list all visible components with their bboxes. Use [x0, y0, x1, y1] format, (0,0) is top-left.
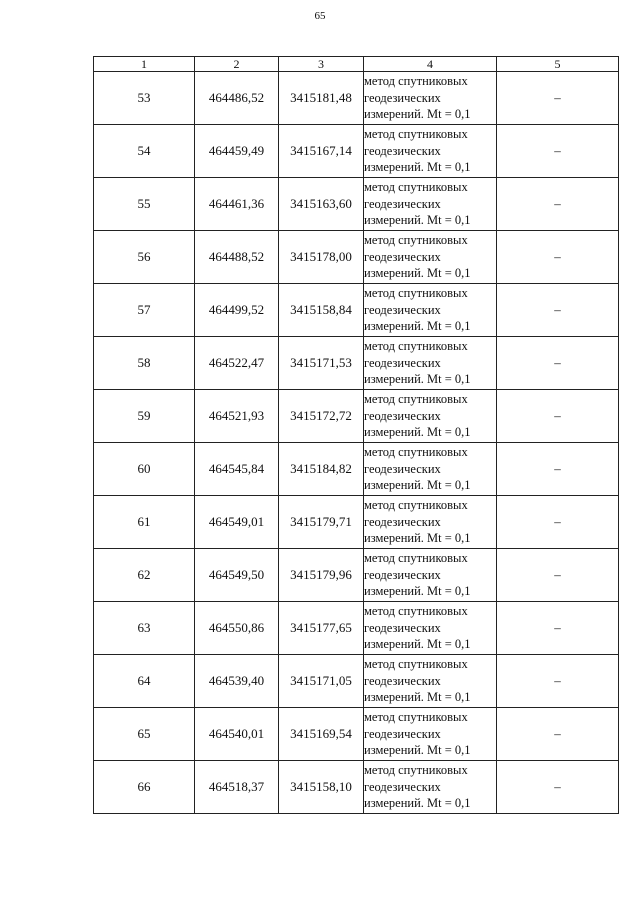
x-coordinate: 464521,93	[195, 390, 279, 443]
method-cell	[364, 761, 497, 814]
method-cell	[364, 655, 497, 708]
method-cell	[364, 443, 497, 496]
point-number: 60	[94, 443, 195, 496]
method-cell	[364, 72, 497, 125]
note-cell: –	[497, 708, 619, 761]
method-line: измерений. Mt = 0,1	[364, 372, 471, 387]
y-coordinate: 3415167,14	[279, 125, 364, 178]
y-coordinate: 3415172,72	[279, 390, 364, 443]
method-line: геодезических	[364, 726, 441, 741]
method-cell	[364, 549, 497, 602]
column-header: 2	[195, 57, 279, 72]
method-line: геодезических	[364, 673, 441, 688]
method-line: метод спутниковых	[364, 127, 468, 142]
x-coordinate: 464459,49	[195, 125, 279, 178]
method-cell	[364, 284, 497, 337]
y-coordinate: 3415171,53	[279, 337, 364, 390]
method-line: измерений. Mt = 0,1	[364, 107, 471, 122]
point-number: 64	[94, 655, 195, 708]
table-body	[94, 72, 619, 814]
method-cell	[364, 496, 497, 549]
x-coordinate: 464486,52	[195, 72, 279, 125]
method-line: измерений. Mt = 0,1	[364, 584, 471, 599]
table-row	[94, 178, 619, 231]
table-row	[94, 761, 619, 814]
method-cell	[364, 708, 497, 761]
table-row	[94, 708, 619, 761]
note-cell: –	[497, 125, 619, 178]
table-row	[94, 284, 619, 337]
y-coordinate: 3415171,05	[279, 655, 364, 708]
note-cell: –	[497, 761, 619, 814]
x-coordinate: 464540,01	[195, 708, 279, 761]
y-coordinate: 3415181,48	[279, 72, 364, 125]
table-row	[94, 443, 619, 496]
y-coordinate: 3415177,65	[279, 602, 364, 655]
table-row	[94, 655, 619, 708]
method-line: измерений. Mt = 0,1	[364, 743, 471, 758]
method-line: метод спутниковых	[364, 657, 468, 672]
method-line: геодезических	[364, 355, 441, 370]
method-line: геодезических	[364, 514, 441, 529]
point-number: 66	[94, 761, 195, 814]
x-coordinate: 464461,36	[195, 178, 279, 231]
method-line: измерений. Mt = 0,1	[364, 160, 471, 175]
method-line: геодезических	[364, 143, 441, 158]
method-line: метод спутниковых	[364, 498, 468, 513]
method-line: измерений. Mt = 0,1	[364, 531, 471, 546]
method-line: измерений. Mt = 0,1	[364, 213, 471, 228]
table-row	[94, 125, 619, 178]
header-row	[94, 57, 619, 72]
x-coordinate: 464518,37	[195, 761, 279, 814]
table-row	[94, 231, 619, 284]
y-coordinate: 3415169,54	[279, 708, 364, 761]
method-line: геодезических	[364, 249, 441, 264]
note-cell: –	[497, 655, 619, 708]
note-cell: –	[497, 390, 619, 443]
column-header: 4	[364, 57, 497, 72]
method-line: измерений. Mt = 0,1	[364, 319, 471, 334]
method-line: геодезических	[364, 779, 441, 794]
table-row	[94, 602, 619, 655]
y-coordinate: 3415163,60	[279, 178, 364, 231]
method-line: метод спутниковых	[364, 180, 468, 195]
method-line: метод спутниковых	[364, 551, 468, 566]
method-line: измерений. Mt = 0,1	[364, 637, 471, 652]
method-line: метод спутниковых	[364, 74, 468, 89]
y-coordinate: 3415184,82	[279, 443, 364, 496]
note-cell: –	[497, 178, 619, 231]
table-row	[94, 72, 619, 125]
note-cell: –	[497, 231, 619, 284]
method-line: метод спутниковых	[364, 339, 468, 354]
x-coordinate: 464549,50	[195, 549, 279, 602]
method-line: геодезических	[364, 302, 441, 317]
x-coordinate: 464539,40	[195, 655, 279, 708]
method-cell	[364, 231, 497, 284]
method-line: измерений. Mt = 0,1	[364, 425, 471, 440]
y-coordinate: 3415179,71	[279, 496, 364, 549]
method-line: измерений. Mt = 0,1	[364, 478, 471, 493]
method-line: метод спутниковых	[364, 392, 468, 407]
method-cell	[364, 337, 497, 390]
method-line: геодезических	[364, 461, 441, 476]
note-cell: –	[497, 496, 619, 549]
method-cell	[364, 602, 497, 655]
page-number: 65	[314, 10, 326, 22]
x-coordinate: 464549,01	[195, 496, 279, 549]
point-number: 65	[94, 708, 195, 761]
table-row	[94, 390, 619, 443]
x-coordinate: 464488,52	[195, 231, 279, 284]
point-number: 53	[94, 72, 195, 125]
method-line: метод спутниковых	[364, 445, 468, 460]
method-line: геодезических	[364, 196, 441, 211]
method-cell	[364, 125, 497, 178]
point-number: 58	[94, 337, 195, 390]
note-cell: –	[497, 602, 619, 655]
x-coordinate: 464550,86	[195, 602, 279, 655]
table-row	[94, 337, 619, 390]
note-cell: –	[497, 443, 619, 496]
table-row	[94, 549, 619, 602]
note-cell: –	[497, 72, 619, 125]
point-number: 56	[94, 231, 195, 284]
point-number: 59	[94, 390, 195, 443]
x-coordinate: 464499,52	[195, 284, 279, 337]
column-header: 5	[497, 57, 619, 72]
column-header: 3	[279, 57, 364, 72]
note-cell: –	[497, 549, 619, 602]
y-coordinate: 3415158,10	[279, 761, 364, 814]
method-line: метод спутниковых	[364, 604, 468, 619]
coordinates-table	[93, 56, 619, 814]
y-coordinate: 3415178,00	[279, 231, 364, 284]
method-line: геодезических	[364, 620, 441, 635]
note-cell: –	[497, 337, 619, 390]
method-line: метод спутниковых	[364, 710, 468, 725]
point-number: 61	[94, 496, 195, 549]
point-number: 57	[94, 284, 195, 337]
point-number: 63	[94, 602, 195, 655]
x-coordinate: 464545,84	[195, 443, 279, 496]
point-number: 54	[94, 125, 195, 178]
column-header: 1	[94, 57, 195, 72]
method-line: метод спутниковых	[364, 233, 468, 248]
method-line: метод спутниковых	[364, 763, 468, 778]
y-coordinate: 3415158,84	[279, 284, 364, 337]
note-cell: –	[497, 284, 619, 337]
method-cell	[364, 178, 497, 231]
method-line: геодезических	[364, 408, 441, 423]
point-number: 55	[94, 178, 195, 231]
point-number: 62	[94, 549, 195, 602]
method-line: измерений. Mt = 0,1	[364, 796, 471, 811]
table-row	[94, 496, 619, 549]
method-line: измерений. Mt = 0,1	[364, 266, 471, 281]
method-line: метод спутниковых	[364, 286, 468, 301]
x-coordinate: 464522,47	[195, 337, 279, 390]
y-coordinate: 3415179,96	[279, 549, 364, 602]
method-line: геодезических	[364, 90, 441, 105]
method-cell	[364, 390, 497, 443]
method-line: геодезических	[364, 567, 441, 582]
method-line: измерений. Mt = 0,1	[364, 690, 471, 705]
